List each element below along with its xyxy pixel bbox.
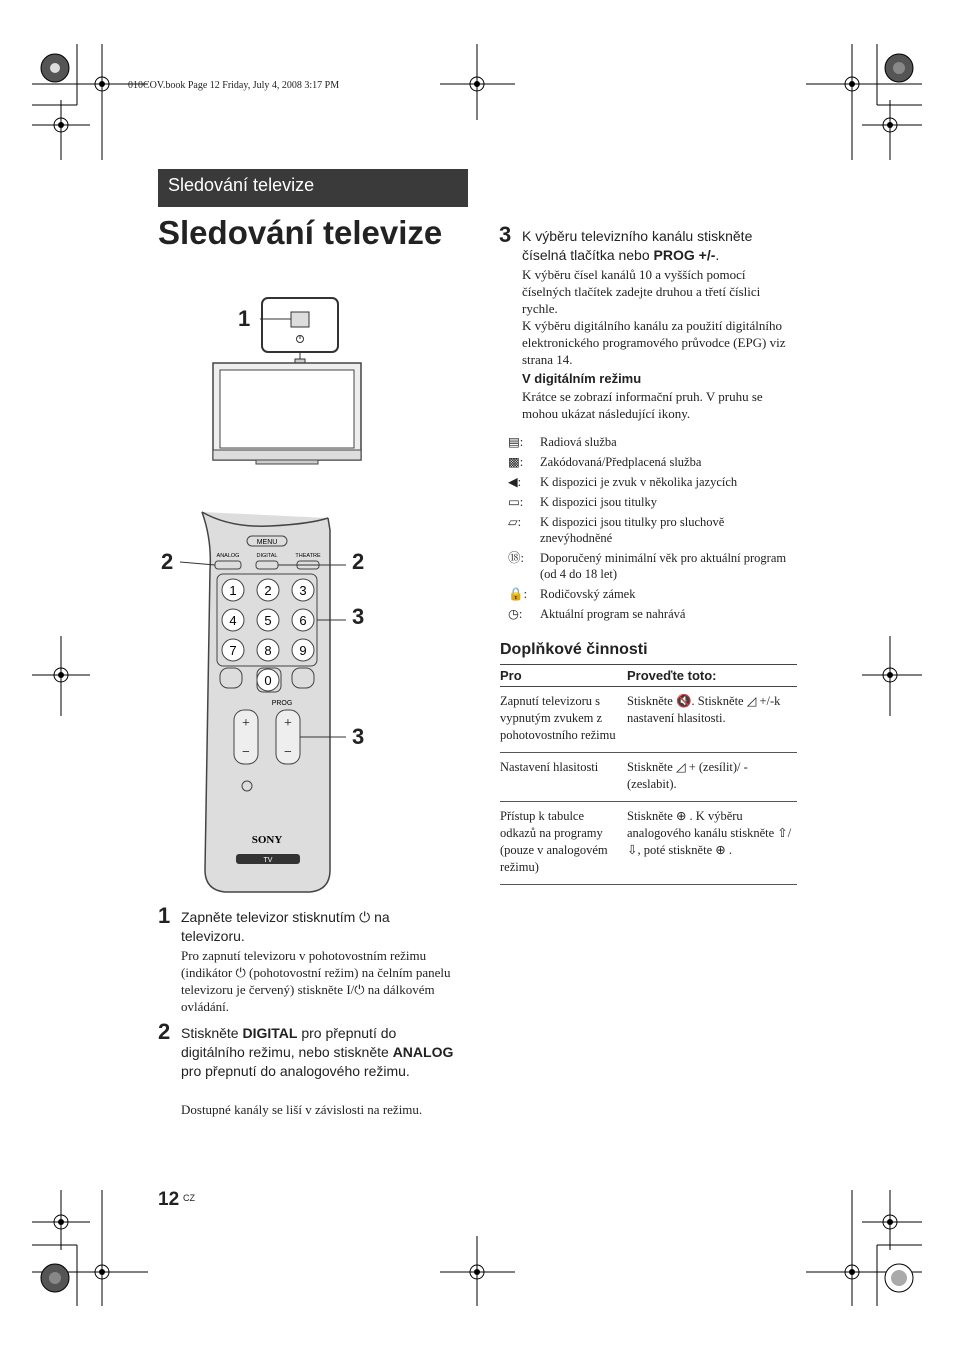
- step-3-number: 3: [499, 222, 512, 247]
- hearing-subtitles-icon: ▱:: [508, 515, 522, 529]
- tv-remote-illustration: [150, 290, 380, 900]
- remote-brand: SONY: [251, 834, 283, 846]
- step-3-body-2: K výběru digitálního kanálu za použití digitálního elektronického programového průvodce (EPG) viz strana 14.: [522, 318, 786, 367]
- list-item: ◷: Aktuální program se nahrává: [508, 607, 686, 621]
- page-number: 12: [158, 1189, 180, 1210]
- header-rule: [158, 204, 468, 207]
- col-pro: Pro: [500, 665, 627, 687]
- step-2-body: Dostupné kanály se liší v závislosti na režimu.: [181, 1102, 423, 1117]
- digit-key-label: 3: [299, 583, 307, 598]
- extra-ops-title: Doplňkové činnosti: [500, 641, 648, 658]
- menu-label: MENU: [256, 539, 278, 546]
- digital-button: [256, 561, 278, 569]
- digit-key-label: 5: [264, 613, 272, 628]
- col-action: Proveďte toto:: [627, 665, 797, 687]
- svg-text:−: −: [284, 745, 292, 760]
- step-1-number: 1: [158, 903, 171, 928]
- radio-icon: ▤:: [508, 435, 524, 449]
- digit-key-label: 1: [229, 583, 237, 598]
- step-3-body-3: Krátce se zobrazí informační pruh. V pruhu se mohou ukázat následující ikony.: [522, 389, 763, 421]
- callout-2-left: 2: [161, 549, 174, 574]
- jump-button: [292, 668, 314, 688]
- table-row: [500, 753, 797, 802]
- list-item: 🔒: Rodičovský zámek: [508, 587, 636, 601]
- analog-label: ANALOG: [216, 553, 240, 559]
- digit-key-label: 9: [299, 643, 307, 658]
- audio-languages-icon: ◀:: [508, 475, 522, 489]
- info-button: [220, 668, 242, 688]
- list-item: ⑱: Doporučený minimální věk pro aktuální program (od 4 do 18 let): [508, 551, 787, 581]
- digit-key-label: 6: [299, 613, 307, 628]
- svg-text:−: −: [242, 745, 250, 760]
- tv-label: TV: [263, 857, 273, 864]
- icon-legend: [508, 434, 798, 626]
- step-2-number: 2: [158, 1019, 171, 1044]
- recording-icon: ◷:: [508, 607, 523, 621]
- list-item: ◀: K dispozici je zvuk v několika jazycích: [508, 475, 738, 489]
- callout-2-right: 2: [352, 549, 365, 574]
- cell-action: Stiskněte ◿ + (zesílit)/ - (zeslabit).: [627, 753, 797, 802]
- page-language-code: CZ: [183, 1193, 195, 1203]
- step-1-body: Pro zapnutí televizoru v pohotovostním režimu (indikátor ⏻ (pohotovostní režim) na čelním panelu televizoru je červený) stiskněte I/⏻ na dálkovém ovládání.: [181, 948, 451, 1014]
- cell-action: Stiskněte 🔇. Stiskněte ◿ +/-k nastavení hlasitosti.: [627, 687, 797, 753]
- callout-3-lower: 3: [352, 724, 365, 749]
- list-item: ▱: K dispozici jsou titulky pro sluchově znevýhodněné: [508, 515, 725, 545]
- age-rating-icon: ⑱:: [508, 551, 524, 565]
- cell-pro: Přístup k tabulce odkazů na programy (pouze v analogovém režimu): [500, 802, 627, 885]
- svg-text:+: +: [242, 716, 250, 731]
- step-3-body-1: K výběru čísel kanálů 10 a vyšších pomocí číselných tlačítek zadejte druhou a třetí číslici rychle.: [522, 267, 761, 316]
- subtitles-icon: ▭:: [508, 495, 524, 509]
- tv-screen: [220, 370, 354, 448]
- digit-key-label: 2: [264, 583, 272, 598]
- digital-label: DIGITAL: [256, 553, 278, 559]
- cell-pro: Zapnutí televizoru s vypnutým zvukem z pohotovostního režimu: [500, 687, 627, 753]
- step-2-heading: Stiskněte DIGITAL pro přepnutí do digitálního režimu, nebo stiskněte ANALOG pro přepnutí do analogového režimu.: [181, 1025, 454, 1079]
- cell-action: Stiskněte ⊕ . K výběru analogového kanálu stiskněte ⇧/⇩, poté stiskněte ⊕ .: [627, 802, 797, 885]
- prog-label: PROG: [271, 700, 293, 707]
- step-1-heading: Zapněte televizor stisknutím ⏻ na televizoru.: [181, 909, 390, 944]
- scrambled-icon: ▩:: [508, 455, 524, 469]
- cell-pro: Nastavení hlasitosti: [500, 753, 627, 802]
- table-row: [500, 802, 797, 885]
- list-item: ▤: Radiová služba: [508, 435, 617, 449]
- analog-button: [215, 561, 241, 569]
- lock-icon: 🔒:: [508, 587, 528, 601]
- svg-text:+: +: [284, 716, 292, 731]
- step-3-subhead: V digitálním režimu: [522, 371, 642, 386]
- digit-key-label: 7: [229, 643, 237, 658]
- table-header-row: [500, 665, 797, 687]
- extra-ops-table: [500, 664, 797, 885]
- digit-key-label: 8: [264, 643, 272, 658]
- list-item: ▭: K dispozici jsou titulky: [508, 495, 658, 509]
- file-meta-line: 010COV.book Page 12 Friday, July 4, 2008 3:17 PM: [128, 80, 340, 91]
- page-title: Sledování televize: [158, 214, 443, 251]
- table-row: [500, 687, 797, 753]
- section-header-bar: Sledování televize: [158, 169, 468, 204]
- step-3-heading: K výběru televizního kanálu stiskněte číselná tlačítka nebo PROG +/-.: [522, 228, 753, 263]
- digit-key-label: 4: [229, 613, 237, 628]
- tv-power-button: [291, 312, 309, 327]
- list-item: ▩: Zakódovaná/Předplacená služba: [508, 455, 702, 469]
- theatre-label: THEATRE: [295, 553, 321, 559]
- callout-1: 1: [238, 306, 251, 331]
- callout-3-upper: 3: [352, 604, 365, 629]
- digit-key-label: 0: [264, 673, 272, 688]
